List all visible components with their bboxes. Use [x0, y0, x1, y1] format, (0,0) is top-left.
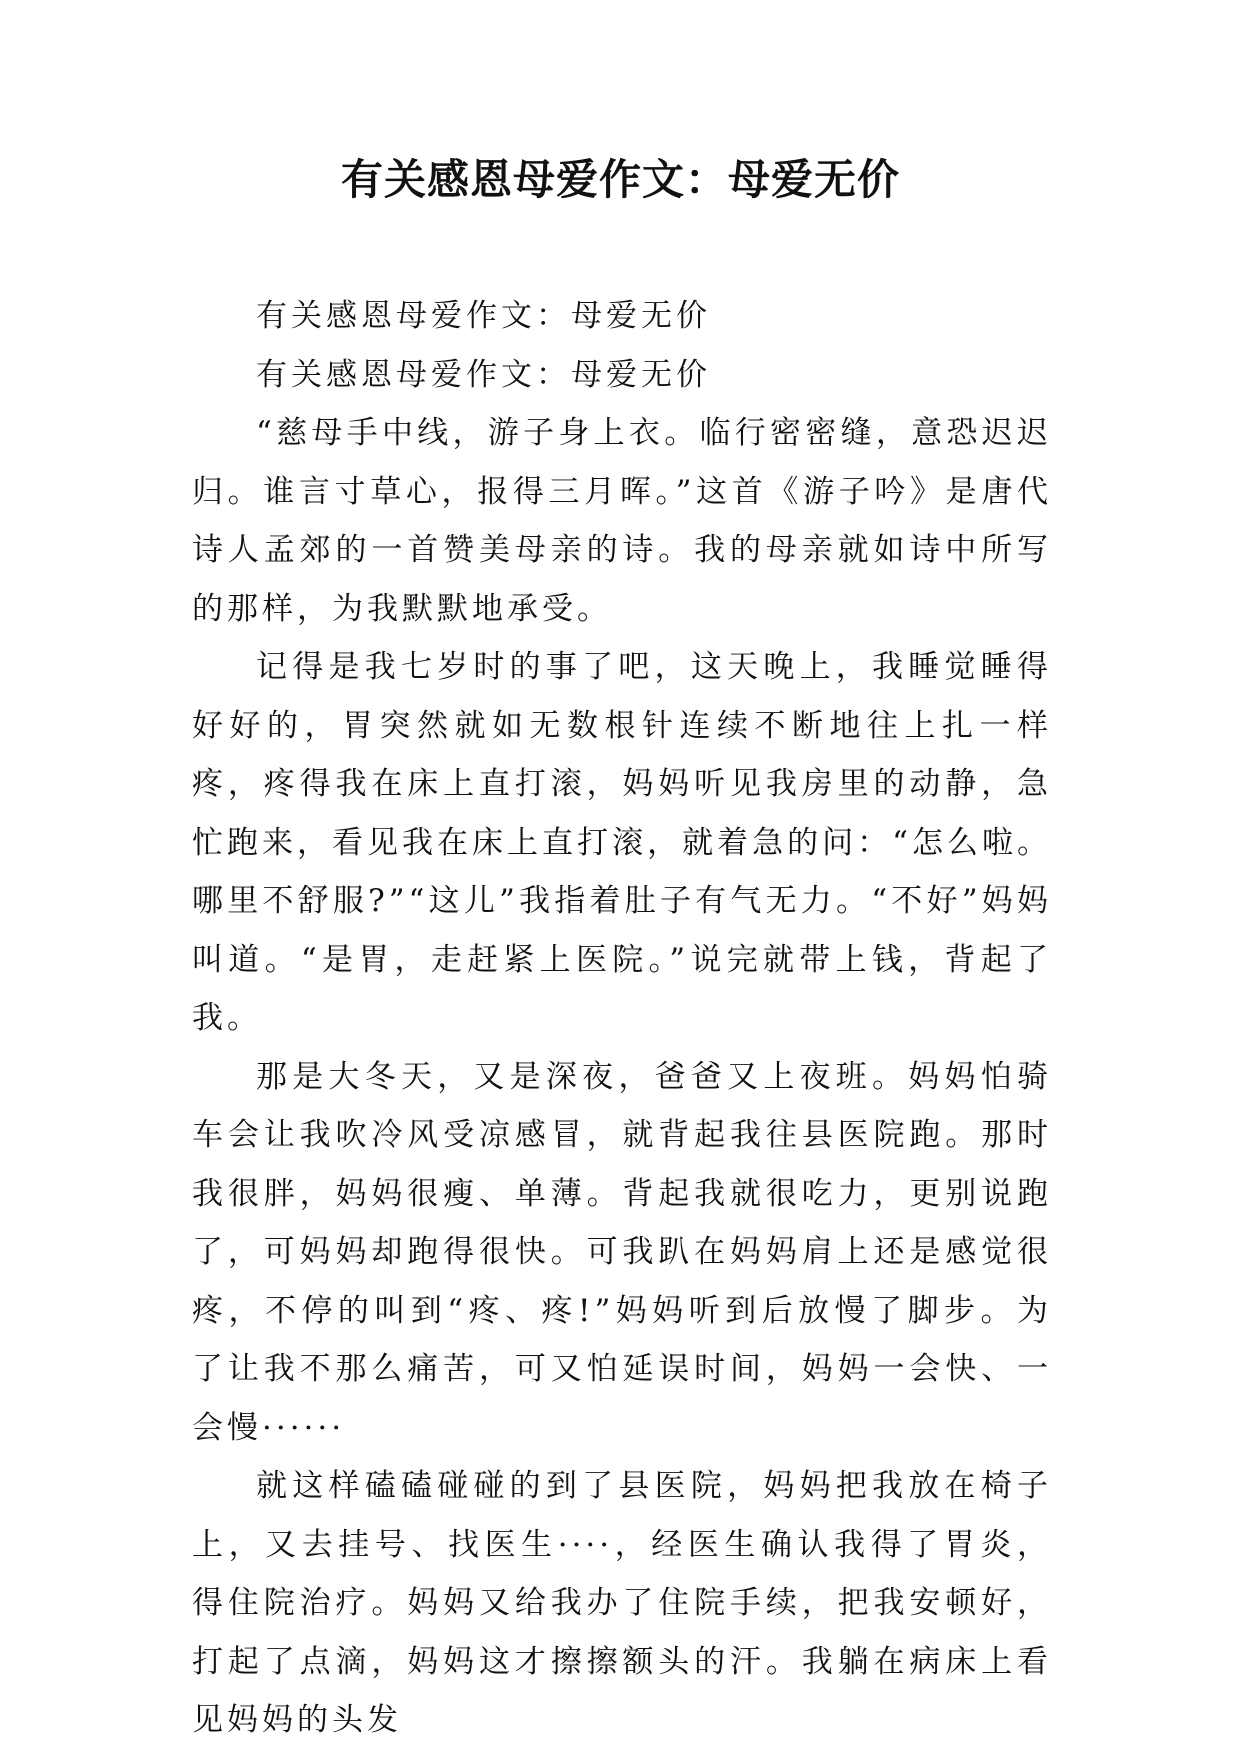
paragraph-winter-night: 那是大冬天，又是深夜，爸爸又上夜班。妈妈怕骑车会让我吹冷风受凉感冒，就背起我往县医院跑。那时我很胖，妈妈很瘦、单薄。背起我就很吃力，更别说跑了，可妈妈却跑得很快。可我趴在妈妈肩上还是感觉很疼，不停的叫到“疼、疼!”妈妈听到后放慢了脚步。为了让我不那么痛苦，可又怕延误时间，妈妈一会快、一会慢······	[192, 1058, 1052, 1446]
paragraph-subtitle-2: 有关感恩母爱作文：母爱无价	[256, 356, 711, 393]
paragraph-hospital: 就这样磕磕碰碰的到了县医院，妈妈把我放在椅子上，又去挂号、找医生····，经医生确认我得了胃炎，得住院治疗。妈妈又给我办了住院手续，把我安顿好，打起了点滴，妈妈这才擦擦额头的汗。我躺在病床上看见妈妈的头发	[192, 1468, 1052, 1738]
paragraph-poem-intro: “慈母手中线，游子身上衣。临行密密缝，意恐迟迟归。谁言寸草心，报得三月晖。”这首《游子吟》是唐代诗人孟郊的一首赞美母亲的诗。我的母亲就如诗中所写的那样，为我默默地承受。	[192, 415, 1052, 627]
paragraph-memory: 记得是我七岁时的事了吧，这天晚上，我睡觉睡得好好的，胃突然就如无数根针连续不断地往上扎一样疼，疼得我在床上直打滚，妈妈听见我房里的动静，急忙跑来，看见我在床上直打滚，就着急的问：“怎么啦。哪里不舒服?”“这儿”我指着肚子有气无力。“不好”妈妈叫道。“是胃，走赶紧上医院。”说完就带上钱，背起了我。	[192, 649, 1052, 1036]
document-body	[192, 287, 1052, 1750]
paragraph-subtitle-1: 有关感恩母爱作文：母爱无价	[256, 298, 711, 334]
document-title: 有关感恩母爱作文：母爱无价	[340, 155, 900, 204]
